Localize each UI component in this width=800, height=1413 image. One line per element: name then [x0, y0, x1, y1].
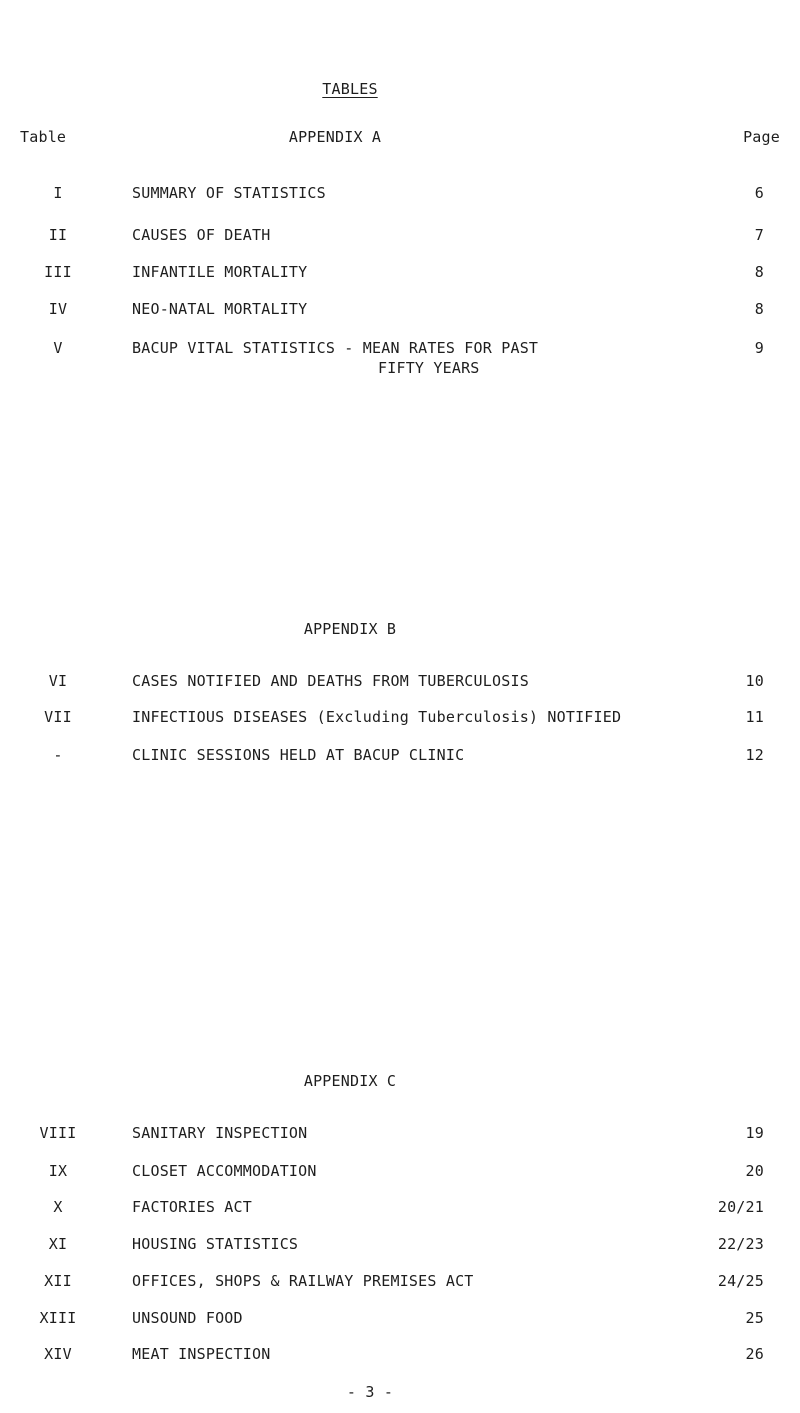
page-number: 12: [745, 746, 764, 764]
appendix-a-heading: APPENDIX A: [288, 128, 382, 146]
table-number: IV: [48, 300, 68, 318]
description-line-1: BACUP VITAL STATISTICS - MEAN RATES FOR PAST: [132, 339, 539, 357]
table-row: [0, 1272, 800, 1292]
table-number: V: [53, 339, 63, 357]
table-number: XIII: [39, 1309, 77, 1327]
table-number: III: [44, 263, 72, 281]
table-row: [0, 1309, 800, 1329]
table-description: FACTORIES ACT: [132, 1198, 252, 1216]
appendix-b-heading: APPENDIX B: [303, 620, 397, 638]
table-row: [0, 1235, 800, 1255]
table-description: CASES NOTIFIED AND DEATHS FROM TUBERCULOSIS: [132, 672, 529, 690]
table-row: [0, 672, 800, 692]
table-number: XII: [44, 1272, 72, 1290]
table-description: SANITARY INSPECTION: [132, 1124, 308, 1142]
page-number: 10: [745, 672, 764, 690]
table-number: X: [53, 1198, 63, 1216]
table-description: INFECTIOUS DISEASES (Excluding Tuberculosis) NOTIFIED: [132, 708, 622, 726]
table-description: UNSOUND FOOD: [132, 1309, 243, 1327]
page-footer: [0, 1383, 800, 1401]
page-title: TABLES: [322, 80, 378, 98]
page-number: 19: [745, 1124, 764, 1142]
page-number: 6: [754, 184, 764, 202]
description-line-2: FIFTY YEARS: [378, 359, 480, 377]
table-column-header: Table: [20, 128, 67, 146]
page-number: 7: [754, 226, 764, 244]
footer-page-number: - 3 -: [346, 1383, 394, 1401]
table-row: [0, 184, 800, 204]
page-number: 9: [754, 339, 764, 357]
table-number: II: [48, 226, 68, 244]
page-number: 8: [754, 300, 764, 318]
page-number: 8: [754, 263, 764, 281]
table-description: OFFICES, SHOPS & RAILWAY PREMISES ACT: [132, 1272, 474, 1290]
table-description: INFANTILE MORTALITY: [132, 263, 308, 281]
page-number: 25: [745, 1309, 764, 1327]
table-row: [0, 1198, 800, 1218]
page-number: 22/23: [717, 1235, 764, 1253]
table-description: HOUSING STATISTICS: [132, 1235, 299, 1253]
table-row: [0, 746, 800, 766]
table-number: VII: [44, 708, 72, 726]
table-number: IX: [48, 1162, 68, 1180]
page-number: 20: [745, 1162, 764, 1180]
table-number: I: [53, 184, 63, 202]
table-row: [0, 708, 800, 728]
table-row: [0, 339, 800, 377]
table-description: [132, 339, 538, 377]
table-row: [0, 1345, 800, 1365]
page-number: 11: [745, 708, 764, 726]
table-row: [0, 300, 800, 320]
table-number: VI: [48, 672, 68, 690]
table-row: [0, 226, 800, 246]
page-number: 26: [745, 1345, 764, 1363]
table-number: XI: [48, 1235, 68, 1253]
table-number: VIII: [39, 1124, 77, 1142]
table-description: CAUSES OF DEATH: [132, 226, 271, 244]
table-description: CLINIC SESSIONS HELD AT BACUP CLINIC: [132, 746, 465, 764]
page-number: 24/25: [717, 1272, 764, 1290]
page-number: 20/21: [717, 1198, 764, 1216]
table-description: CLOSET ACCOMMODATION: [132, 1162, 317, 1180]
table-number: -: [53, 746, 63, 764]
table-description: MEAT INSPECTION: [132, 1345, 271, 1363]
appendix-c-heading: APPENDIX C: [303, 1072, 397, 1090]
page-column-header: Page: [743, 128, 780, 146]
table-description: NEO-NATAL MORTALITY: [132, 300, 308, 318]
table-number: XIV: [44, 1345, 72, 1363]
table-row: [0, 263, 800, 283]
table-row: [0, 1162, 800, 1182]
table-description: SUMMARY OF STATISTICS: [132, 184, 326, 202]
table-row: [0, 1124, 800, 1144]
